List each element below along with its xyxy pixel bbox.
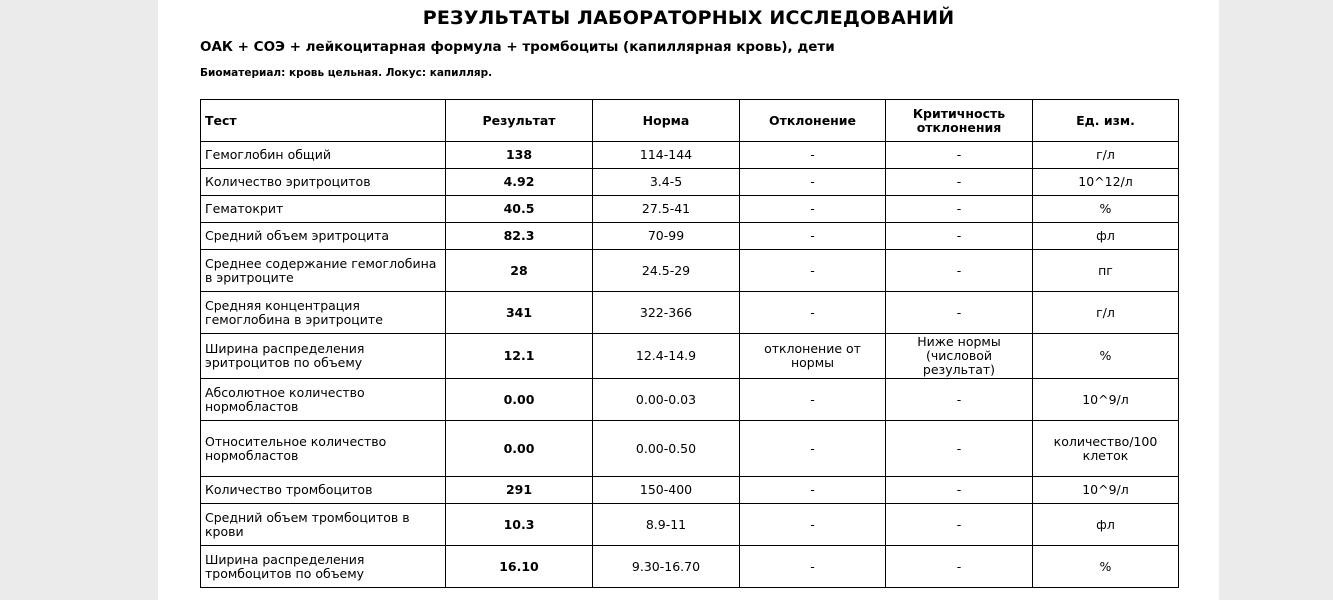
unit-cell: % — [1033, 546, 1179, 588]
deviation-cell: - — [740, 477, 886, 504]
norm-range: 114-144 — [593, 142, 740, 169]
test-name: Количество тромбоцитов — [201, 477, 446, 504]
table-row — [201, 334, 1179, 379]
header-unit: Ед. изм. — [1033, 100, 1179, 142]
unit-cell: г/л — [1033, 292, 1179, 334]
deviation-cell: - — [740, 292, 886, 334]
table-row — [201, 169, 1179, 196]
norm-range: 70-99 — [593, 223, 740, 250]
unit-cell: 10^9/л — [1033, 379, 1179, 421]
report-page — [158, 0, 1219, 600]
table-row — [201, 142, 1179, 169]
result-value: 0.00 — [446, 379, 593, 421]
table-row — [201, 421, 1179, 477]
result-value: 16.10 — [446, 546, 593, 588]
test-name: Гематокрит — [201, 196, 446, 223]
result-value: 4.92 — [446, 169, 593, 196]
report-title: РЕЗУЛЬТАТЫ ЛАБОРАТОРНЫХ ИССЛЕДОВАНИЙ — [422, 7, 955, 29]
criticality-cell: - — [886, 546, 1033, 588]
test-name: Ширина распределения тромбоцитов по объему — [201, 546, 446, 588]
criticality-cell: - — [886, 504, 1033, 546]
header-test: Тест — [201, 100, 446, 142]
test-name: Средний объем эритроцита — [201, 223, 446, 250]
result-value: 0.00 — [446, 421, 593, 477]
result-value: 82.3 — [446, 223, 593, 250]
deviation-cell: отклонение от нормы — [740, 334, 886, 379]
norm-range: 3.4-5 — [593, 169, 740, 196]
result-value: 341 — [446, 292, 593, 334]
norm-range: 0.00-0.03 — [593, 379, 740, 421]
deviation-cell: - — [740, 546, 886, 588]
unit-cell: % — [1033, 196, 1179, 223]
deviation-cell: - — [740, 379, 886, 421]
deviation-cell: - — [740, 421, 886, 477]
table-row — [201, 196, 1179, 223]
criticality-cell: - — [886, 223, 1033, 250]
unit-cell: количество/100 клеток — [1033, 421, 1179, 477]
criticality-cell: - — [886, 196, 1033, 223]
table-row — [201, 477, 1179, 504]
norm-range: 150-400 — [593, 477, 740, 504]
criticality-cell: - — [886, 169, 1033, 196]
result-value: 291 — [446, 477, 593, 504]
result-value: 40.5 — [446, 196, 593, 223]
test-name: Среднее содержание гемоглобина в эритроците — [201, 250, 446, 292]
deviation-cell: - — [740, 504, 886, 546]
header-criticality: Критичность отклонения — [886, 100, 1033, 142]
table-row — [201, 292, 1179, 334]
norm-range: 322-366 — [593, 292, 740, 334]
unit-cell: 10^9/л — [1033, 477, 1179, 504]
deviation-cell: - — [740, 196, 886, 223]
header-norm: Норма — [593, 100, 740, 142]
deviation-cell: - — [740, 142, 886, 169]
test-name: Средняя концентрация гемоглобина в эритроците — [201, 292, 446, 334]
norm-range: 8.9-11 — [593, 504, 740, 546]
deviation-cell: - — [740, 250, 886, 292]
unit-cell: 10^12/л — [1033, 169, 1179, 196]
criticality-cell: Ниже нормы (числовой результат) — [886, 334, 1033, 379]
table-row — [201, 250, 1179, 292]
unit-cell: % — [1033, 334, 1179, 379]
unit-cell: фл — [1033, 223, 1179, 250]
result-value: 28 — [446, 250, 593, 292]
unit-cell: фл — [1033, 504, 1179, 546]
test-name: Абсолютное количество нормобластов — [201, 379, 446, 421]
table-header-row — [201, 100, 1179, 142]
test-name: Гемоглобин общий — [201, 142, 446, 169]
criticality-cell: - — [886, 379, 1033, 421]
criticality-cell: - — [886, 421, 1033, 477]
biomaterial-info: Биоматериал: кровь цельная. Локус: капилляр. — [200, 67, 493, 79]
criticality-cell: - — [886, 477, 1033, 504]
results-table — [200, 99, 1179, 588]
criticality-cell: - — [886, 292, 1033, 334]
table-row — [201, 546, 1179, 588]
table-row — [201, 379, 1179, 421]
result-value: 138 — [446, 142, 593, 169]
table-row — [201, 223, 1179, 250]
test-name: Количество эритроцитов — [201, 169, 446, 196]
analysis-name: ОАК + СОЭ + лейкоцитарная формула + тромбоциты (капиллярная кровь), дети — [200, 39, 835, 55]
deviation-cell: - — [740, 169, 886, 196]
test-name: Ширина распределения эритроцитов по объему — [201, 334, 446, 379]
unit-cell: г/л — [1033, 142, 1179, 169]
norm-range: 0.00-0.50 — [593, 421, 740, 477]
criticality-cell: - — [886, 250, 1033, 292]
unit-cell: пг — [1033, 250, 1179, 292]
header-result: Результат — [446, 100, 593, 142]
norm-range: 12.4-14.9 — [593, 334, 740, 379]
result-value: 10.3 — [446, 504, 593, 546]
deviation-cell: - — [740, 223, 886, 250]
criticality-cell: - — [886, 142, 1033, 169]
result-value: 12.1 — [446, 334, 593, 379]
norm-range: 27.5-41 — [593, 196, 740, 223]
norm-range: 9.30-16.70 — [593, 546, 740, 588]
test-name: Средний объем тромбоцитов в крови — [201, 504, 446, 546]
header-deviation: Отклонение — [740, 100, 886, 142]
test-name: Относительное количество нормобластов — [201, 421, 446, 477]
table-row — [201, 504, 1179, 546]
norm-range: 24.5-29 — [593, 250, 740, 292]
